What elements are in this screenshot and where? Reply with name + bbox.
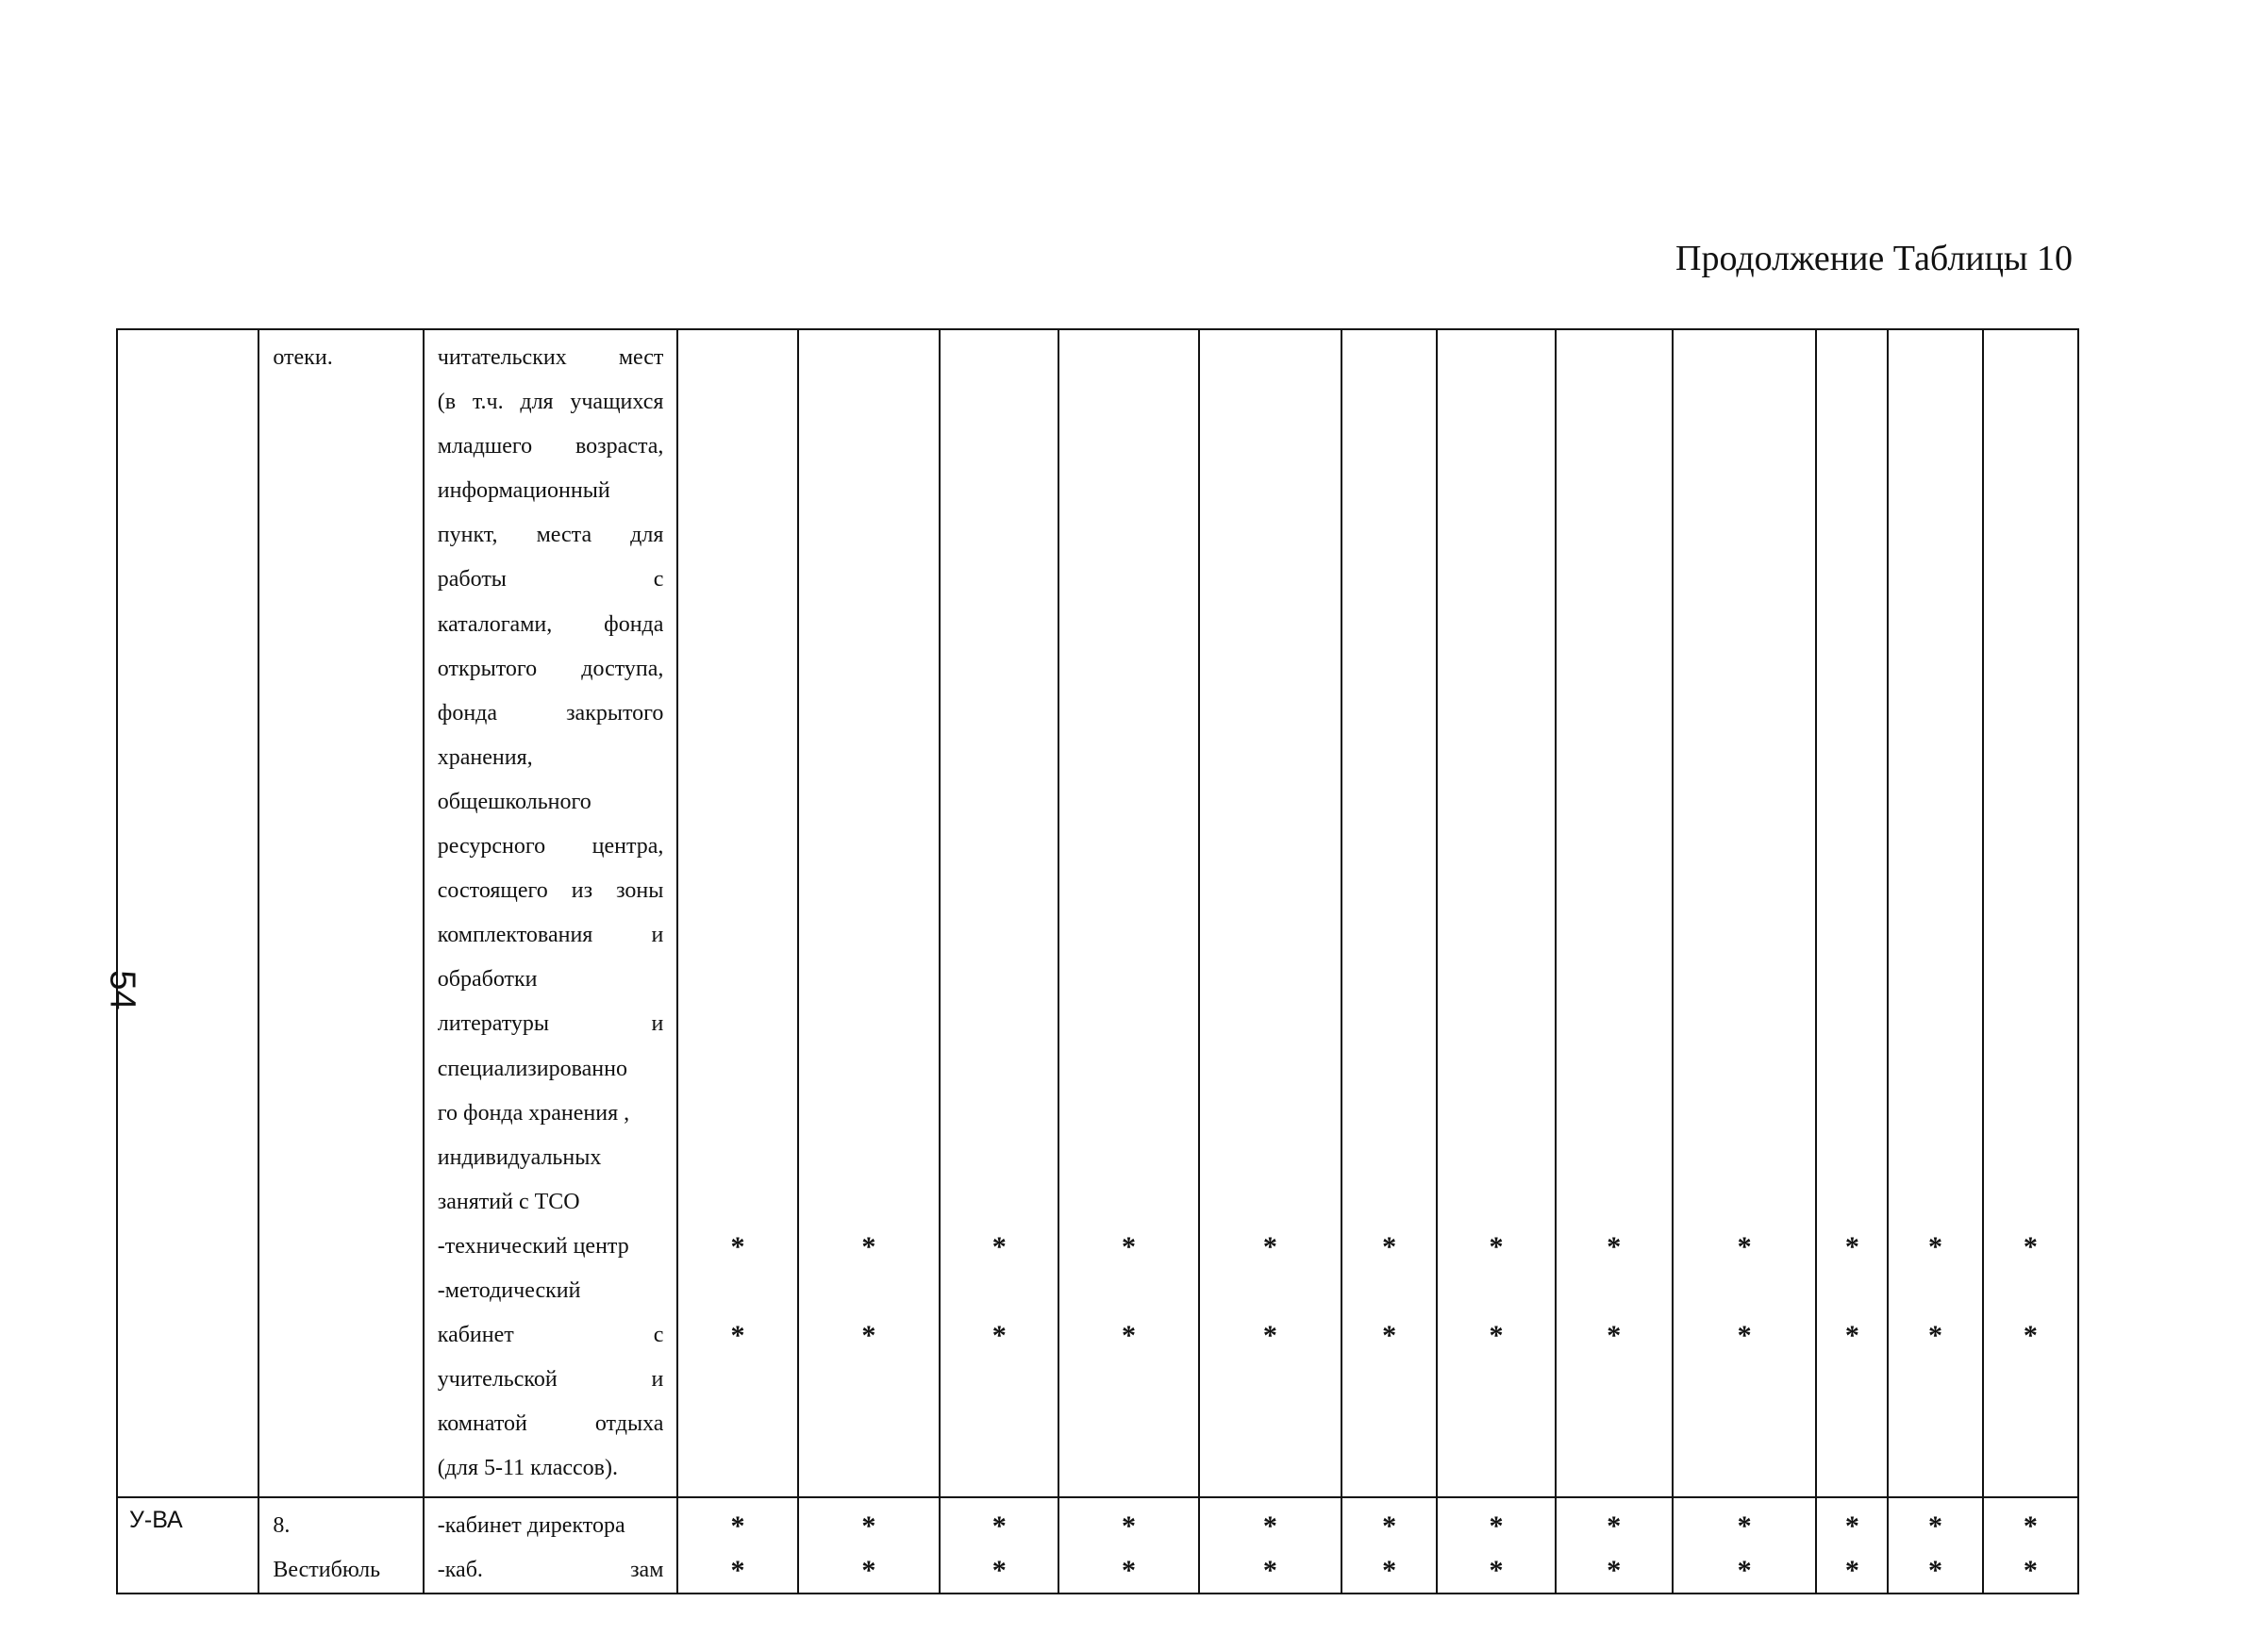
description-line: пункт, места для bbox=[437, 523, 664, 548]
mark-cell bbox=[1058, 329, 1198, 1497]
description-line: -каб. зам bbox=[437, 1558, 664, 1582]
asterisk-mark: * bbox=[1737, 1230, 1752, 1262]
description-line: общешкольного bbox=[437, 789, 591, 814]
description-line: литературы и bbox=[437, 1011, 664, 1037]
description-line: информационный bbox=[437, 478, 610, 504]
asterisk-mark: * bbox=[1607, 1510, 1622, 1542]
asterisk-mark: * bbox=[1122, 1554, 1137, 1586]
asterisk-mark: * bbox=[1928, 1510, 1943, 1542]
asterisk-mark: * bbox=[730, 1319, 745, 1351]
mark-cell bbox=[1199, 1497, 1341, 1594]
mark-cell bbox=[1816, 329, 1888, 1497]
description-line: хранения, bbox=[437, 744, 533, 770]
asterisk-mark: * bbox=[1844, 1510, 1859, 1542]
mark-cell bbox=[1556, 1497, 1673, 1594]
description-cell bbox=[424, 1497, 678, 1594]
description-line: каталогами, фонда bbox=[437, 611, 664, 637]
mark-cell bbox=[1341, 1497, 1437, 1594]
asterisk-mark: * bbox=[730, 1510, 745, 1542]
mark-cell bbox=[1673, 1497, 1816, 1594]
asterisk-mark: * bbox=[1489, 1319, 1504, 1351]
code-cell bbox=[117, 1497, 258, 1594]
mark-cell bbox=[1888, 1497, 1982, 1594]
asterisk-mark: * bbox=[2023, 1230, 2038, 1262]
mark-cell bbox=[1816, 1497, 1888, 1594]
description-line: индивидуальных bbox=[437, 1144, 602, 1170]
code-text: У-ВА bbox=[129, 1507, 183, 1533]
room-cell bbox=[258, 329, 423, 1497]
asterisk-mark: * bbox=[1844, 1319, 1859, 1351]
description-line: специализированно bbox=[437, 1056, 627, 1081]
asterisk-mark: * bbox=[1489, 1510, 1504, 1542]
description-line: фонда закрытого bbox=[437, 700, 664, 726]
asterisk-mark: * bbox=[991, 1319, 1007, 1351]
asterisk-mark: * bbox=[861, 1510, 876, 1542]
asterisk-mark: * bbox=[1262, 1510, 1277, 1542]
table-continuation-title: Продолжение Таблицы 10 bbox=[1675, 239, 2073, 278]
mark-cell bbox=[940, 1497, 1058, 1594]
asterisk-mark: * bbox=[1737, 1554, 1752, 1586]
asterisk-mark: * bbox=[1262, 1554, 1277, 1586]
asterisk-mark: * bbox=[2023, 1510, 2038, 1542]
description-line: -технический центр bbox=[437, 1233, 629, 1259]
mark-cell bbox=[677, 1497, 797, 1594]
code-text bbox=[118, 330, 258, 336]
description-line: комнатой отдыха bbox=[437, 1411, 664, 1437]
asterisk-mark: * bbox=[1382, 1319, 1397, 1351]
asterisk-mark: * bbox=[1607, 1554, 1622, 1586]
asterisk-mark: * bbox=[861, 1554, 876, 1586]
asterisk-mark: * bbox=[1262, 1319, 1277, 1351]
room-name: Вестибюль bbox=[273, 1558, 381, 1582]
description-line: младшего возраста, bbox=[437, 434, 664, 459]
mark-cell bbox=[1437, 329, 1555, 1497]
asterisk-mark: * bbox=[1382, 1554, 1397, 1586]
description-line: открытого доступа, bbox=[437, 656, 664, 681]
mark-cell bbox=[1341, 329, 1437, 1497]
description-cell bbox=[424, 329, 678, 1497]
description-line: читательских мест bbox=[437, 345, 664, 370]
mark-cell bbox=[1058, 1497, 1198, 1594]
mark-cell bbox=[1983, 1497, 2078, 1594]
description-line: го фонда хранения , bbox=[437, 1100, 630, 1126]
room-text bbox=[259, 1498, 422, 1593]
description-line: занятий с ТСО bbox=[437, 1189, 580, 1214]
document-table bbox=[116, 328, 2079, 1594]
asterisk-mark: * bbox=[1262, 1230, 1277, 1262]
mark-cell bbox=[1437, 1497, 1555, 1594]
room-text: отеки. bbox=[273, 345, 333, 370]
asterisk-mark: * bbox=[2023, 1319, 2038, 1351]
mark-cell bbox=[798, 329, 940, 1497]
mark-cell bbox=[798, 1497, 940, 1594]
asterisk-mark: * bbox=[1607, 1230, 1622, 1262]
asterisk-mark: * bbox=[1737, 1319, 1752, 1351]
description-line: -методический bbox=[437, 1277, 581, 1303]
asterisk-mark: * bbox=[991, 1554, 1007, 1586]
mark-cell bbox=[1556, 329, 1673, 1497]
code-cell bbox=[117, 329, 258, 1497]
asterisk-mark: * bbox=[1607, 1319, 1622, 1351]
description-line: кабинет с bbox=[437, 1323, 664, 1348]
description-line: (для 5-11 классов). bbox=[437, 1456, 619, 1481]
description-line: состоящего из зоны bbox=[437, 878, 664, 904]
asterisk-mark: * bbox=[1737, 1510, 1752, 1542]
asterisk-mark: * bbox=[991, 1230, 1007, 1262]
page-number: 54 bbox=[102, 970, 142, 1010]
asterisk-mark: * bbox=[730, 1230, 745, 1262]
mark-cell bbox=[940, 329, 1058, 1497]
asterisk-mark: * bbox=[861, 1230, 876, 1262]
mark-cell bbox=[1673, 329, 1816, 1497]
table-row bbox=[117, 1497, 2078, 1594]
asterisk-mark: * bbox=[730, 1554, 745, 1586]
description-line: -кабинет директора bbox=[437, 1513, 625, 1538]
description-lines bbox=[425, 330, 677, 1491]
mark-cell bbox=[1199, 329, 1341, 1497]
description-lines bbox=[425, 1498, 677, 1593]
description-line: учительской и bbox=[437, 1367, 664, 1393]
asterisk-mark: * bbox=[861, 1319, 876, 1351]
mark-cell bbox=[1888, 329, 1982, 1497]
asterisk-mark: * bbox=[1122, 1319, 1137, 1351]
asterisk-mark: * bbox=[1844, 1554, 1859, 1586]
room-number: 8. bbox=[273, 1513, 291, 1538]
asterisk-mark: * bbox=[991, 1510, 1007, 1542]
asterisk-mark: * bbox=[1122, 1510, 1137, 1542]
room-cell bbox=[258, 1497, 423, 1594]
asterisk-mark: * bbox=[1489, 1554, 1504, 1586]
description-line: работы с bbox=[437, 567, 664, 592]
asterisk-mark: * bbox=[1382, 1510, 1397, 1542]
asterisk-mark: * bbox=[1844, 1230, 1859, 1262]
asterisk-mark: * bbox=[1489, 1230, 1504, 1262]
asterisk-mark: * bbox=[1928, 1319, 1943, 1351]
asterisk-mark: * bbox=[1928, 1230, 1943, 1262]
description-line: комплектования и bbox=[437, 923, 664, 948]
asterisk-mark: * bbox=[1122, 1230, 1137, 1262]
mark-cell bbox=[677, 329, 797, 1497]
asterisk-mark: * bbox=[1382, 1230, 1397, 1262]
asterisk-mark: * bbox=[2023, 1554, 2038, 1586]
description-line: (в т.ч. для учащихся bbox=[437, 390, 664, 415]
mark-cell bbox=[1983, 329, 2078, 1497]
description-line: ресурсного центра, bbox=[437, 834, 664, 859]
description-line: обработки bbox=[437, 967, 538, 993]
table-row bbox=[117, 329, 2078, 1497]
asterisk-mark: * bbox=[1928, 1554, 1943, 1586]
